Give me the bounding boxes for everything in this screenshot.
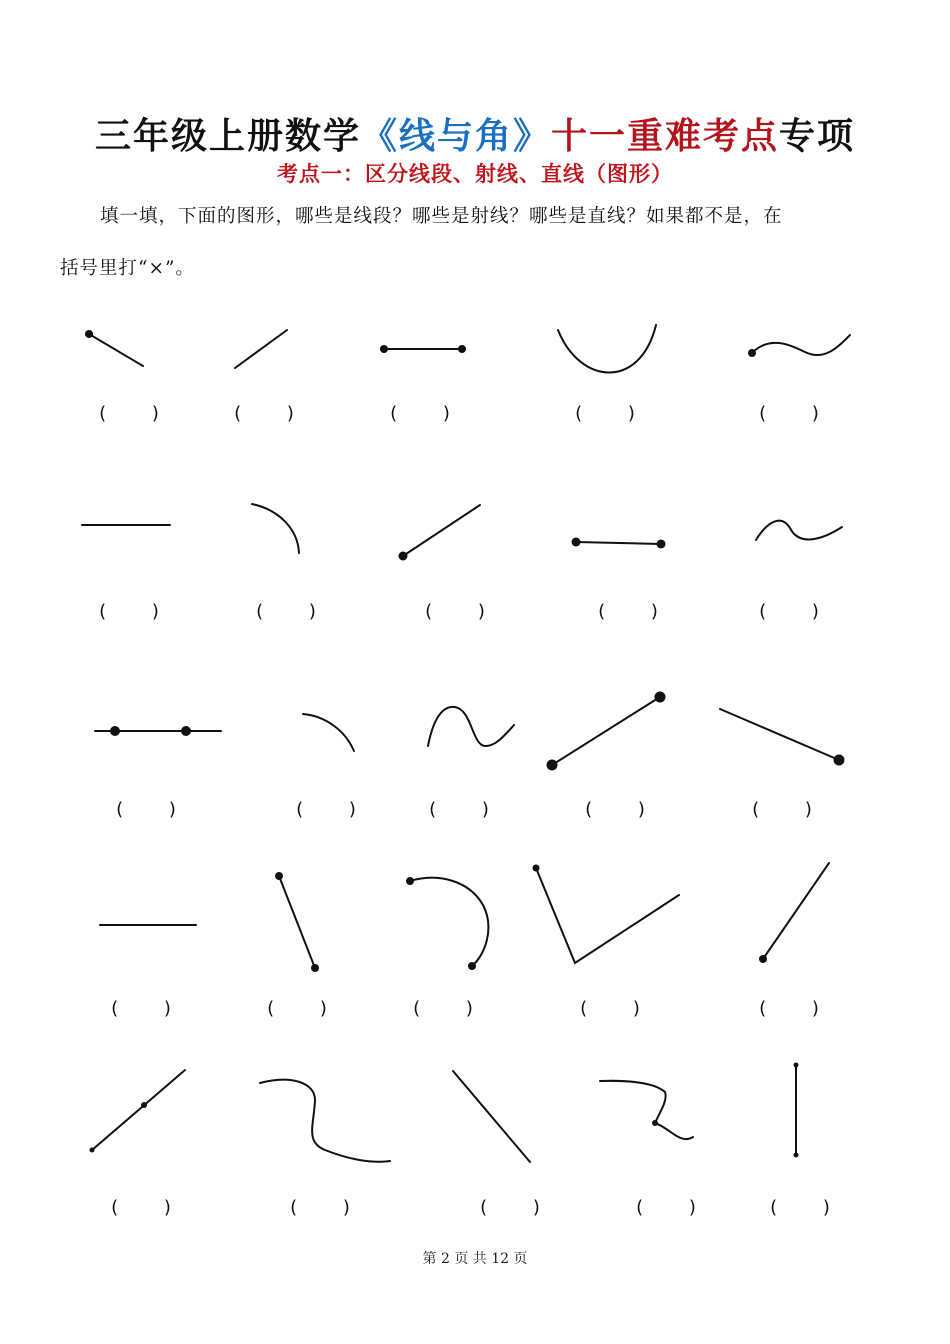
- figure-3-4: [547, 692, 666, 771]
- answer-blank-2-2[interactable]: ( ): [256, 601, 316, 622]
- footer-suffix: 页: [513, 1251, 528, 1267]
- footer-total-pages: 12: [491, 1251, 510, 1267]
- figure-1-4: [558, 325, 656, 373]
- answer-blank-3-5[interactable]: ( ): [752, 799, 812, 820]
- figure-3-2: [303, 714, 354, 751]
- answer-blank-3-3[interactable]: ( ): [429, 799, 489, 820]
- figure-2-2: [252, 504, 299, 553]
- figure-2-3: [399, 505, 481, 561]
- answer-blank-2-5[interactable]: ( ): [759, 601, 819, 622]
- title-part-1: 三年级上册数学: [94, 115, 361, 157]
- figure-4-3: [406, 877, 488, 970]
- figure-5-3: [453, 1071, 530, 1162]
- figure-1-3: [380, 345, 466, 353]
- footer-prefix: 第: [422, 1251, 437, 1267]
- answer-blank-2-3[interactable]: ( ): [425, 601, 485, 622]
- title-part-4: 专项: [779, 115, 856, 157]
- answer-blank-1-5[interactable]: ( ): [759, 403, 819, 424]
- answer-blank-4-4[interactable]: ( ): [580, 998, 640, 1019]
- figure-2-5: [756, 521, 842, 540]
- answer-blank-3-1[interactable]: ( ): [116, 799, 176, 820]
- figure-1-2: [235, 330, 287, 368]
- answer-blank-4-5[interactable]: ( ): [759, 998, 819, 1019]
- answer-blank-1-4[interactable]: ( ): [575, 403, 635, 424]
- answer-blank-1-3[interactable]: ( ): [390, 403, 450, 424]
- answer-blank-2-1[interactable]: ( ): [99, 601, 159, 622]
- answer-blank-5-1[interactable]: ( ): [111, 1197, 171, 1218]
- figure-2-4: [572, 538, 666, 549]
- figure-1-1: [85, 330, 143, 366]
- page-subtitle: 考点一：区分线段、射线、直线（图形）: [277, 161, 673, 186]
- answer-blank-5-5[interactable]: ( ): [770, 1197, 830, 1218]
- figure-3-5: [720, 709, 845, 766]
- answer-blank-4-1[interactable]: ( ): [111, 998, 171, 1019]
- answer-blank-4-3[interactable]: ( ): [413, 998, 473, 1019]
- answer-blank-1-1[interactable]: ( ): [99, 403, 159, 424]
- instruction-line-1: 填一填，下面的图形，哪些是线段？哪些是射线？哪些是直线？如果都不是，在: [100, 206, 783, 227]
- figure-4-4: [533, 865, 680, 964]
- answer-blank-5-4[interactable]: ( ): [636, 1197, 696, 1218]
- figure-4-2: [275, 872, 319, 972]
- figure-5-2: [260, 1080, 390, 1162]
- answer-blank-5-2[interactable]: ( ): [290, 1197, 350, 1218]
- answer-blank-2-4[interactable]: ( ): [598, 601, 658, 622]
- figure-3-3: [428, 707, 514, 746]
- figure-5-5: [794, 1063, 799, 1158]
- answer-blank-3-4[interactable]: ( ): [585, 799, 645, 820]
- footer-mid: 页 共: [454, 1251, 487, 1267]
- answer-blank-4-2[interactable]: ( ): [267, 998, 327, 1019]
- figure-5-1: [90, 1070, 186, 1153]
- answer-blank-1-2[interactable]: ( ): [234, 403, 294, 424]
- figure-3-1: [95, 726, 221, 736]
- title-part-2: 《线与角》: [360, 115, 551, 157]
- answer-blank-3-2[interactable]: ( ): [296, 799, 356, 820]
- figure-1-5: [748, 335, 850, 357]
- answer-blank-5-3[interactable]: ( ): [480, 1197, 540, 1218]
- instruction-line-2: 括号里打“×”。: [60, 258, 195, 279]
- figure-5-4: [600, 1081, 693, 1139]
- figure-4-5: [759, 863, 829, 963]
- title-part-3: 十一重难考点: [551, 115, 780, 157]
- page-footer: [0, 1248, 950, 1268]
- footer-page-number: 2: [440, 1251, 450, 1267]
